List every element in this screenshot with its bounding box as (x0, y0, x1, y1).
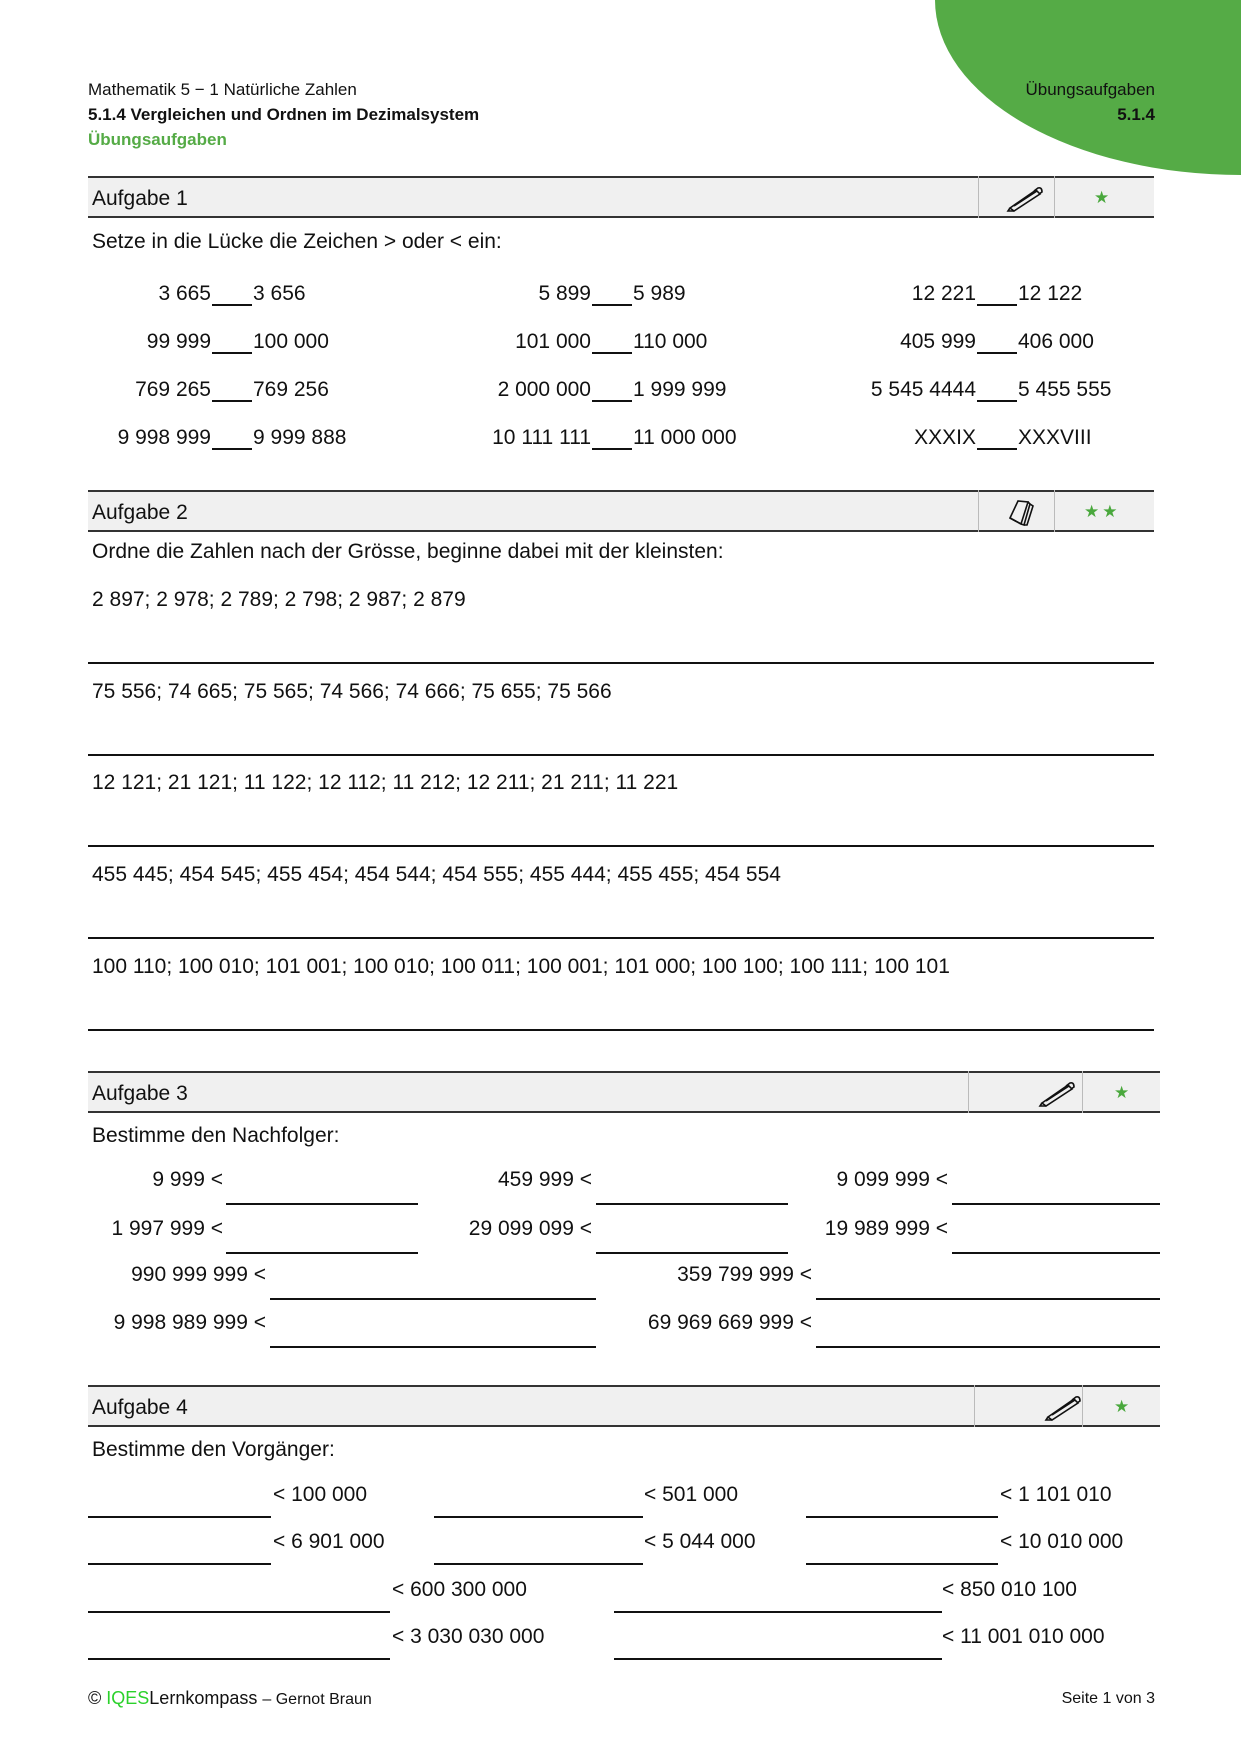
predecessor-prompt: < 6 901 000 (273, 1530, 385, 1553)
left-number: 9 998 999 (117, 426, 211, 449)
right-number: 100 000 (253, 330, 329, 353)
successor-prompt: 1 997 999 < (111, 1217, 223, 1240)
right-number: 110 000 (633, 330, 708, 353)
answer-line[interactable] (614, 1658, 942, 1660)
right-number: 3 656 (253, 282, 306, 305)
footer-credit (88, 1688, 372, 1709)
page-number: Seite 1 von 3 (1061, 1690, 1155, 1707)
left-number: 99 999 (146, 330, 211, 353)
comparison-item (796, 326, 1094, 354)
answer-gap[interactable] (212, 374, 252, 402)
answer-line[interactable] (434, 1516, 643, 1518)
worksheet-type: Übungsaufgaben (88, 130, 227, 149)
number-sequence: 75 556; 74 665; 75 565; 74 566; 74 666; 75 655; 75 566 (92, 680, 612, 703)
left-number: 5 545 4444 (870, 378, 976, 401)
task-title: Aufgabe 2 (92, 501, 188, 524)
divider (968, 1071, 969, 1113)
answer-gap[interactable] (592, 278, 632, 306)
answer-gap[interactable] (977, 374, 1017, 402)
answer-line[interactable] (88, 845, 1154, 847)
left-number: XXXIX (914, 426, 976, 449)
task-1-header (88, 176, 1154, 218)
answer-gap[interactable] (977, 278, 1017, 306)
right-number: 11 000 000 (633, 426, 737, 449)
difficulty-stars: ★★ (1084, 502, 1121, 521)
author: – Gernot Braun (262, 1691, 372, 1708)
divider (978, 176, 979, 218)
comparison-item (31, 278, 306, 306)
answer-line[interactable] (88, 1516, 271, 1518)
answer-line[interactable] (806, 1516, 998, 1518)
successor-prompt: 19 989 999 < (824, 1217, 948, 1240)
predecessor-prompt: < 600 300 000 (392, 1578, 527, 1601)
subject-title: Mathematik 5 − 1 Natürliche Zahlen (88, 80, 357, 99)
right-number: XXXVIII (1018, 426, 1092, 449)
answer-line[interactable] (434, 1563, 643, 1565)
number-sequence: 2 897; 2 978; 2 789; 2 798; 2 987; 2 879 (92, 588, 466, 611)
difficulty-stars: ★ (1094, 188, 1113, 207)
successor-prompt: 9 998 989 999 < (113, 1311, 266, 1334)
task-1-instruction: Setze in die Lücke die Zeichen > oder < ein: (92, 230, 502, 253)
task-title: Aufgabe 4 (92, 1396, 188, 1419)
answer-gap[interactable] (977, 422, 1017, 450)
right-number: 5 989 (633, 282, 686, 305)
answer-gap[interactable] (212, 422, 252, 450)
task-2-instruction: Ordne die Zahlen nach der Grösse, beginne dabei mit der kleinsten: (92, 540, 724, 563)
answer-line[interactable] (88, 1611, 390, 1613)
divider (1082, 1071, 1083, 1113)
answer-line[interactable] (88, 1658, 390, 1660)
task-4-header (88, 1385, 1160, 1427)
answer-line[interactable] (596, 1203, 788, 1205)
right-number: 406 000 (1018, 330, 1094, 353)
pencil-icon (1006, 184, 1046, 212)
predecessor-prompt: < 1 101 010 (1000, 1483, 1112, 1506)
answer-gap[interactable] (212, 326, 252, 354)
answer-line[interactable] (270, 1298, 596, 1300)
left-number: 5 899 (538, 282, 591, 305)
divider (974, 1385, 975, 1427)
successor-prompt: 359 799 999 < (677, 1263, 812, 1286)
answer-line[interactable] (952, 1252, 1160, 1254)
comparison-item (411, 326, 707, 354)
left-number: 2 000 000 (497, 378, 591, 401)
number-sequence: 12 121; 21 121; 11 122; 12 112; 11 212; 12 211; 21 211; 11 221 (92, 771, 679, 794)
divider (1054, 490, 1055, 532)
header-right (1025, 77, 1155, 127)
number-sequence: 455 445; 454 545; 455 454; 454 544; 454 555; 455 444; 455 455; 454 554 (92, 863, 781, 886)
divider (978, 490, 979, 532)
document-header (88, 77, 479, 152)
answer-line[interactable] (88, 754, 1154, 756)
book-icon (1008, 498, 1048, 526)
comparison-item (411, 374, 726, 402)
copyright-symbol: © (88, 1688, 102, 1708)
comparison-item (796, 278, 1082, 306)
pencil-icon (1038, 1079, 1078, 1107)
successor-prompt: 69 969 669 999 < (647, 1311, 812, 1334)
answer-line[interactable] (952, 1203, 1160, 1205)
comparison-item (31, 326, 329, 354)
difficulty-stars: ★ (1114, 1397, 1133, 1416)
comparison-item (31, 374, 329, 402)
task-4-instruction: Bestimme den Vorgänger: (92, 1438, 335, 1461)
right-number: 1 999 999 (633, 378, 727, 401)
task-2-header (88, 490, 1154, 532)
task-3-instruction: Bestimme den Nachfolger: (92, 1124, 340, 1147)
comparison-item (31, 422, 346, 450)
successor-prompt: 9 099 999 < (836, 1168, 948, 1191)
right-number: 769 256 (253, 378, 329, 401)
right-number: 5 455 555 (1018, 378, 1112, 401)
answer-gap[interactable] (592, 374, 632, 402)
answer-gap[interactable] (592, 422, 632, 450)
answer-line[interactable] (226, 1252, 418, 1254)
answer-line[interactable] (816, 1346, 1160, 1348)
answer-line[interactable] (88, 1029, 1154, 1031)
section-title: 5.1.4 Vergleichen und Ordnen im Dezimalsystem (88, 105, 480, 124)
answer-line[interactable] (88, 662, 1154, 664)
answer-line[interactable] (816, 1298, 1160, 1300)
answer-line[interactable] (596, 1252, 788, 1254)
answer-gap[interactable] (977, 326, 1017, 354)
answer-line[interactable] (226, 1203, 418, 1205)
divider (1054, 176, 1055, 218)
left-number: 405 999 (900, 330, 976, 353)
left-number: 101 000 (515, 330, 591, 353)
answer-gap[interactable] (212, 278, 252, 306)
left-number: 769 265 (135, 378, 211, 401)
predecessor-prompt: < 5 044 000 (644, 1530, 756, 1553)
predecessor-prompt: < 3 030 030 000 (392, 1625, 545, 1648)
task-3-header (88, 1071, 1160, 1113)
predecessor-prompt: < 100 000 (273, 1483, 368, 1506)
successor-prompt: 29 099 099 < (468, 1217, 592, 1240)
right-number: 9 999 888 (253, 426, 347, 449)
successor-prompt: 9 999 < (152, 1168, 223, 1191)
comparison-item (796, 422, 1092, 450)
predecessor-prompt: < 11 001 010 000 (942, 1625, 1105, 1648)
successor-prompt: 990 999 999 < (131, 1263, 266, 1286)
number-sequence: 100 110; 100 010; 101 001; 100 010; 100 011; 100 001; 101 000; 100 100; 100 111; 100 101 (92, 955, 950, 978)
comparison-item (411, 278, 686, 306)
predecessor-prompt: < 10 010 000 (1000, 1530, 1124, 1553)
answer-line[interactable] (88, 1563, 271, 1565)
right-number: 12 122 (1018, 282, 1083, 305)
successor-prompt: 459 999 < (497, 1168, 592, 1191)
comparison-item (411, 422, 737, 450)
answer-line[interactable] (88, 937, 1154, 939)
worksheet-type-right: Übungsaufgaben (1025, 80, 1155, 99)
brand-lernkompass: Lernkompass (149, 1688, 258, 1708)
predecessor-prompt: < 501 000 (644, 1483, 739, 1506)
difficulty-stars: ★ (1114, 1083, 1133, 1102)
predecessor-prompt: < 850 010 100 (942, 1578, 1077, 1601)
comparison-item (796, 374, 1111, 402)
answer-gap[interactable] (592, 326, 632, 354)
pencil-icon (1044, 1393, 1084, 1421)
left-number: 3 665 (158, 282, 211, 305)
task-title: Aufgabe 1 (92, 187, 188, 210)
answer-line[interactable] (806, 1563, 998, 1565)
answer-line[interactable] (270, 1346, 596, 1348)
left-number: 10 111 111 (492, 426, 591, 449)
section-code: 5.1.4 (1117, 105, 1155, 124)
left-number: 12 221 (911, 282, 976, 305)
brand-iqes: IQES (106, 1688, 150, 1708)
answer-line[interactable] (614, 1611, 942, 1613)
task-title: Aufgabe 3 (92, 1082, 188, 1105)
